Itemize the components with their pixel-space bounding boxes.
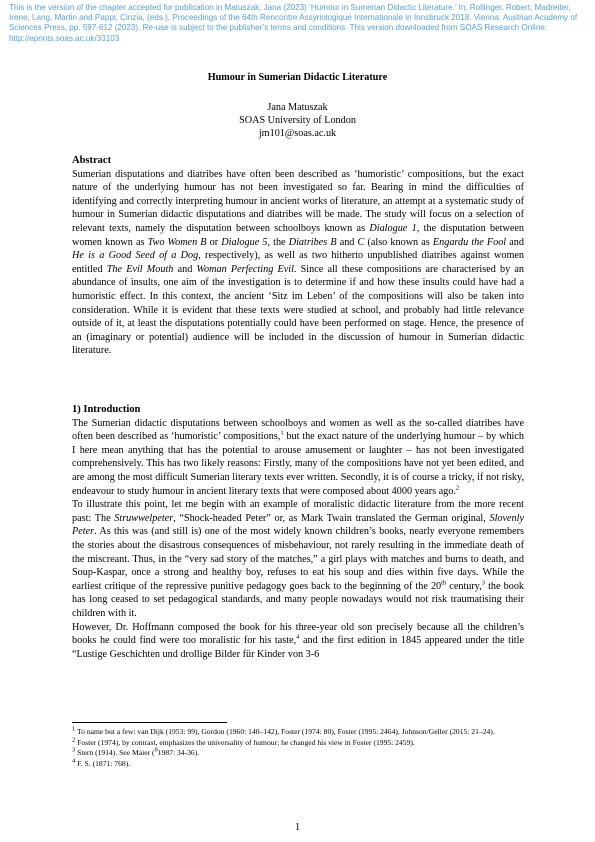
footnotes — [72, 727, 524, 769]
introduction-section — [72, 403, 524, 661]
author-affiliation: SOAS University of London — [239, 115, 356, 126]
footnote-ref-2[interactable]: 2 — [455, 484, 460, 492]
footnote-4: $^4$ F. S. (1871: 768). — [72, 757, 131, 768]
footnote-2: $^2$ Foster (1974), by contrast, emphasizes the universality of humour; he changed his view in Foster (1995: 2459). — [72, 736, 415, 747]
intro-paragraph-1: The Sumerian didactic disputations between schoolboys and women as well as the so-called diatribes have often been described as ‘humoristic’ compositions,$^1$ but the exact nature of the underlying humour – by which I here mean anything that has the potential to arouse amusement or laughter – has not been investigated comprehensively. This has two likely reasons: Firstly, many of the compositions have not yet been edited, and are among the most difficult Sumerian literary texts ever written. Secondly, it is of course a tricky, if not risky, endeavour to study humour in ancient literary texts that were composed about 4000 years ago.$^2$ — [72, 417, 524, 497]
footnote-1: $^1$ To name but a few: van Dijk (1953: 99), Gordon (1960: 140–142), Foster (1974: 80), Foster (1995: 2464), Johnson/Geller (2015: 21–24). — [72, 725, 495, 736]
intro-paragraph-2: To illustrate this point, let me begin with an example of moralistic didactic literature from the more recent past: The Struwwelpeter, “Shock-headed Peter” or, as Mark Twain translated the German original, Slovenly Peter. As this was (and still is) one of the most widely known children’s books, nearly everyone remembers the stories about the disastrous consequences of misbehaviour, not rarely resulting in the immediate death of the miscreant. Thus, in the “very sad story of the matches,” a girl plays with matches and burns to death, and Soup-Kaspar, once a strong and healthy boy, refuses to eat his soup and dies within five days. While the earliest critique of the repressive punitive pedagogy goes back to the beginning of the 20th century,$^3$ the book has long ceased to set pedagogical standards, and many people nowadays would not risk traumatising their children with it. — [72, 499, 525, 619]
page-number: 1 — [294, 822, 301, 833]
author-email: jm101@soas.ac.uk — [258, 128, 337, 139]
author-name: Jana Matuszak — [267, 102, 328, 113]
footnote-separator — [72, 722, 227, 723]
intro-paragraph-3: However, Dr. Hoffmann composed the book for his three-year old son precisely because all the children’s books he could find were too moralistic for his taste,$^4$ and the first edition in 1845 appeared under the title “Lustige Geschichten und drollige Bilder für Kinder von 3-6 — [72, 621, 524, 660]
abstract-text: Sumerian disputations and diatribes have often been described as ‘humoristic’ compositions, but the exact nature of the underlying humour has not been investigated so far. Bearing in mind the difficulties of identifying and correctly interpreting humour in ancient works of literature, an attempt at a systematic study of humour in Sumerian didactic disputations and diatribes will be made. The study will focus on a selection of relevant texts, namely the disputation between schoolboys known as Dialogue 1, the disputation between women known as Two Women B or Dialogue 5, the Diatribes B and C (also known as Engardu the Fool and He is a Good Seed of a Dog, respectively), as well as two hitherto unpublished diatribes against women entitled The Evil Mouth and Woman Perfecting Evil. Since all these compositions are characterised by an abundance of insults, one aim of the investigation is to determine if and how these insults could have had a humoristic effect. In this context, the ancient ‘Sitz im Leben’ of the compositions will also be taken into consideration. While it is evident that these texts were studied at school, and probably had little relevance outside of it, at least the disputations potentially could have been performed on stage. Hence, the presence of an (imaginary or potential) audience will be included in the discussion of humour in Sumerian didactic literature. — [72, 168, 524, 357]
paper-title: Humour in Sumerian Didactic Literature — [207, 72, 388, 83]
abstract — [72, 154, 524, 358]
footnote-ref-4[interactable]: 4 — [296, 633, 300, 641]
footnote-ref-1[interactable]: 1 — [280, 429, 284, 437]
abstract-heading: Abstract — [72, 155, 112, 166]
introduction-heading: 1) Introduction — [72, 404, 141, 415]
footnote-ref-3[interactable]: 3 — [481, 579, 485, 587]
repository-notice: This is the version of the chapter accepted for publication in Matuszak, Jana (2023) ‘Humour in Sumerian Didactic Literature.’ In: Rollinger, Robert, Madreiter, Irene, Lang, Martin and Pappi, Cinzia, (eds.), Proceedings of the 64th Rencontre Assyriologique Internationale in Innsbruck 2018. Vienna: Austrian Academy of Sciences Press, pp. 597-612 (2023). Re-use is subject to the publisher’s terms and conditions. This version downloaded from SOAS Research Online: http://eprints.soas.ac.uk/33103 — [9, 3, 578, 43]
footnote-3: $^3$ Stern (1914). See Maier ($^9$1987: 34-36). — [72, 746, 200, 758]
